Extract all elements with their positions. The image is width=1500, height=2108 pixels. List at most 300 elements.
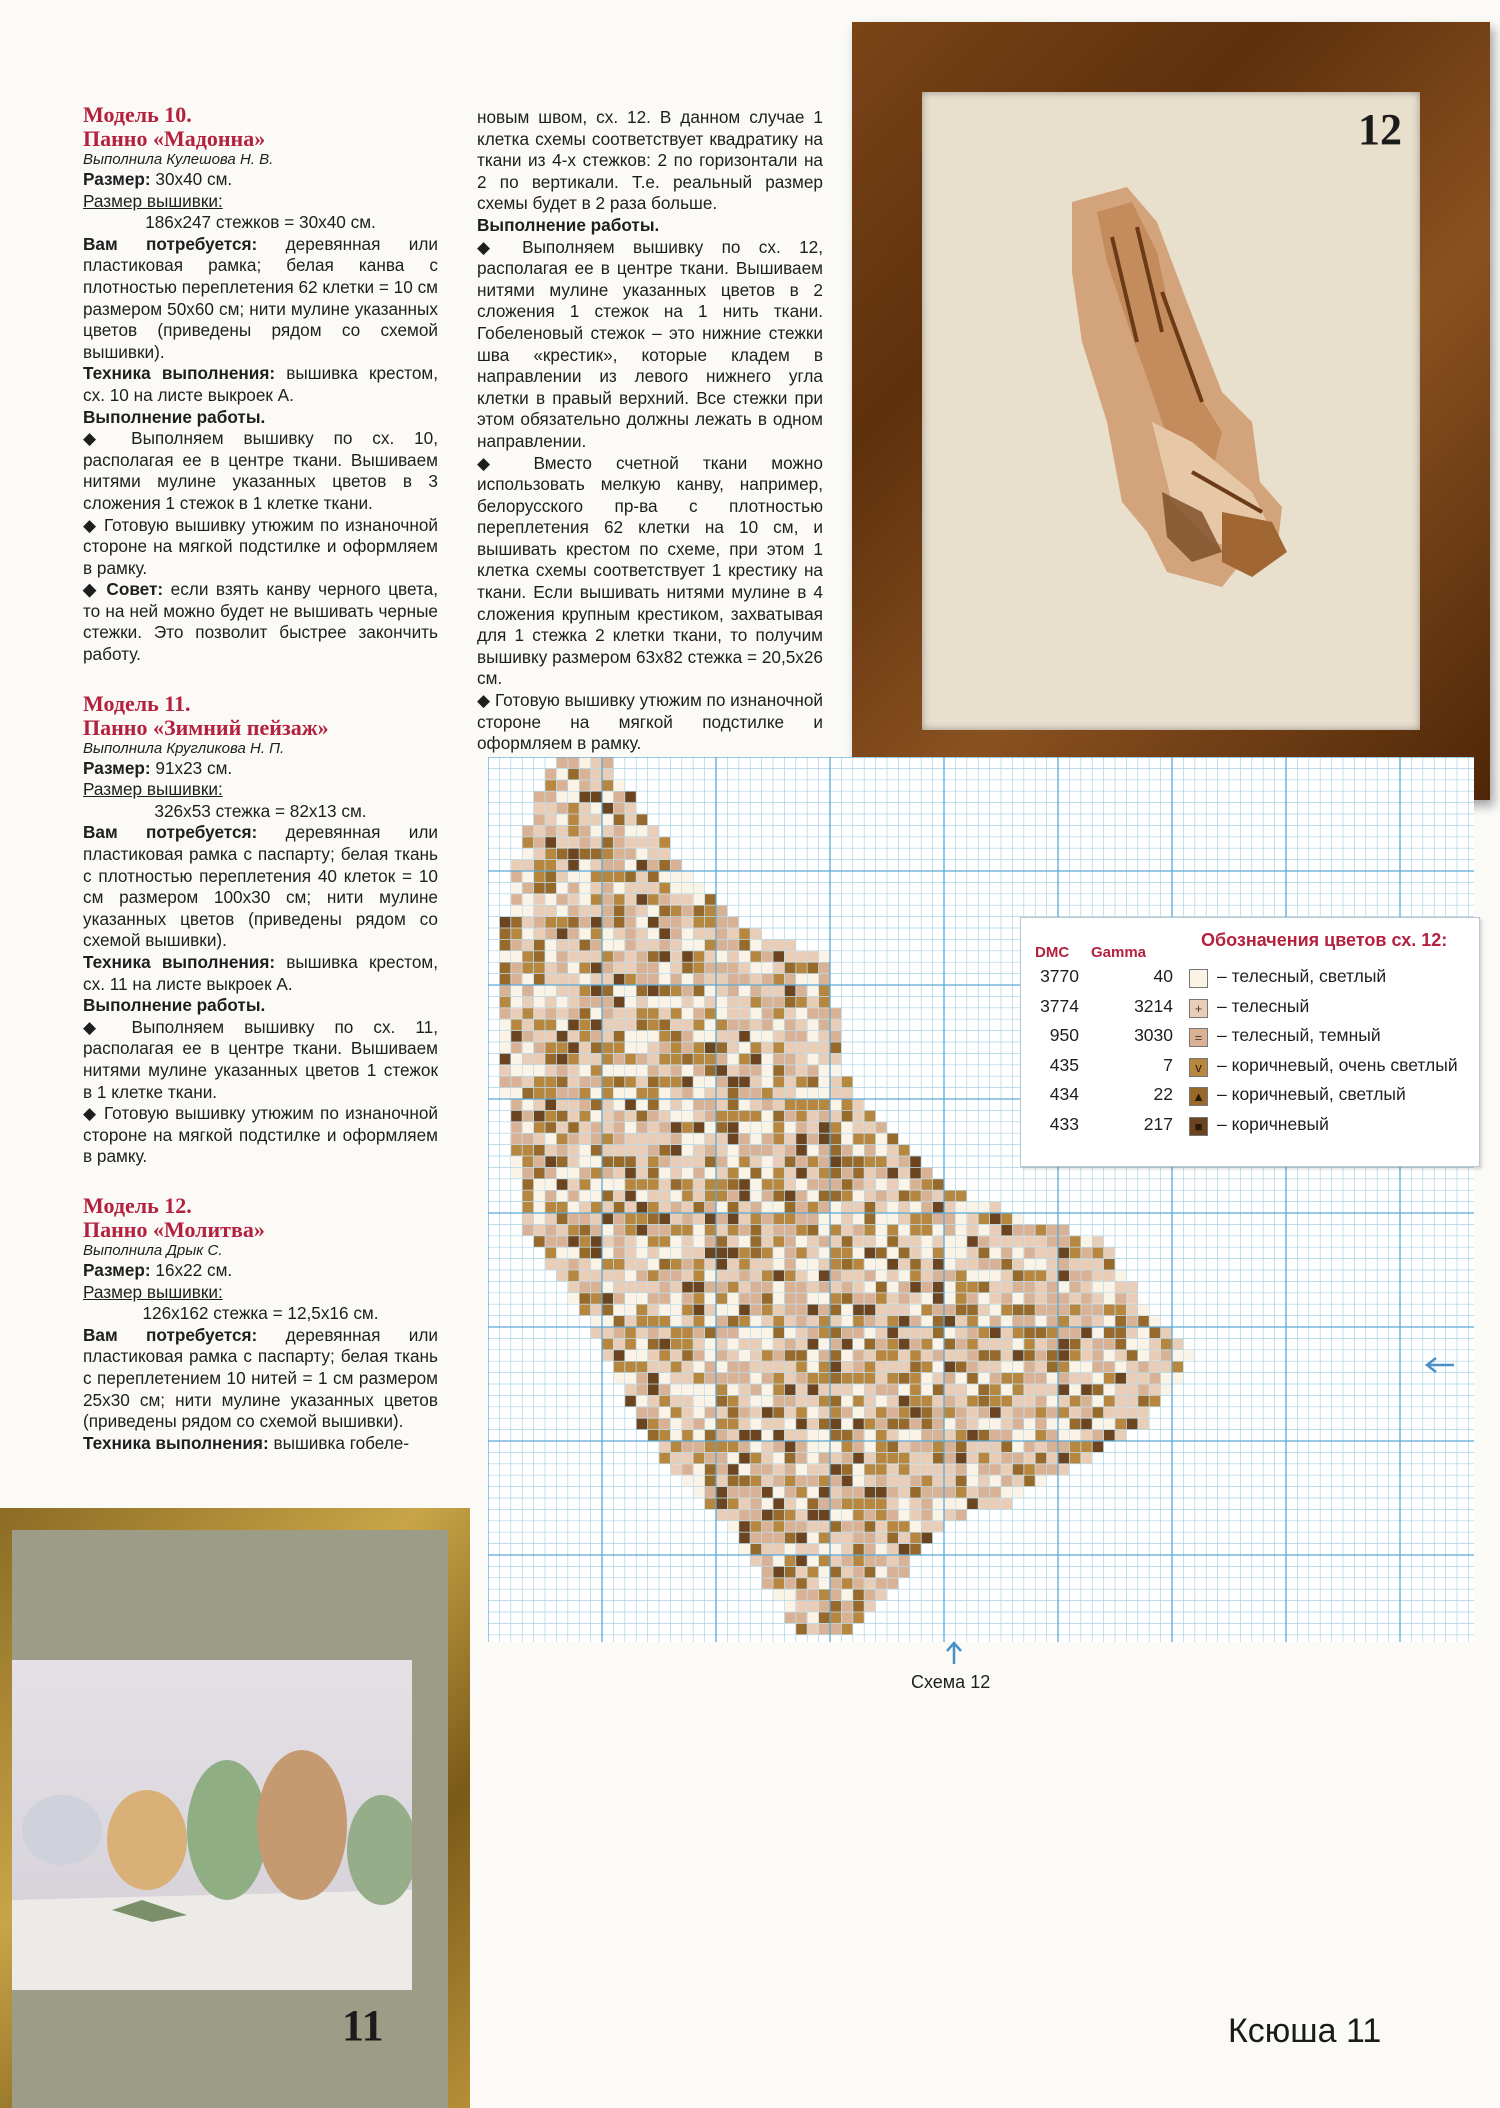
scheme-stitch-cell [728,1282,739,1293]
scheme-stitch-cell [580,780,591,791]
scheme-stitch-cell [580,1293,591,1304]
scheme-stitch-cell [933,1236,944,1247]
scheme-stitch-cell [751,1236,762,1247]
scheme-stitch-cell [534,1099,545,1110]
scheme-stitch-cell [979,1225,990,1236]
scheme-stitch-cell [773,1191,784,1202]
scheme-stitch-cell [842,1168,853,1179]
scheme-stitch-cell [614,1088,625,1099]
scheme-stitch-cell [568,1179,579,1190]
scheme-stitch-cell [602,1156,613,1167]
scheme-stitch-cell [1058,1464,1069,1475]
scheme-stitch-cell [728,1498,739,1509]
scheme-stitch-cell [1058,1407,1069,1418]
scheme-stitch-cell [1024,1270,1035,1281]
scheme-stitch-cell [739,963,750,974]
scheme-stitch-cell [523,1134,534,1145]
scheme-stitch-cell [785,974,796,985]
scheme-stitch-cell [694,1293,705,1304]
scheme-stitch-cell [910,1213,921,1224]
scheme-stitch-cell [762,1476,773,1487]
scheme-stitch-cell [591,997,602,1008]
scheme-stitch-cell [876,1270,887,1281]
scheme-stitch-cell [511,1031,522,1042]
scheme-stitch-cell [910,1305,921,1316]
scheme-stitch-cell [785,1054,796,1065]
scheme-stitch-cell [853,1373,864,1384]
scheme-stitch-cell [1024,1282,1035,1293]
scheme-stitch-cell [602,1179,613,1190]
scheme-stitch-cell [705,963,716,974]
scheme-stitch-cell [1058,1270,1069,1281]
model10-emb-label: Размер вышивки: [83,190,223,211]
scheme-stitch-cell [796,1453,807,1464]
scheme-stitch-cell [967,1476,978,1487]
scheme-stitch-cell [671,917,682,928]
scheme-stitch-cell [808,1282,819,1293]
scheme-stitch-cell [739,1259,750,1270]
scheme-stitch-cell [739,1487,750,1498]
scheme-stitch-cell [591,1270,602,1281]
scheme-stitch-cell [568,1122,579,1133]
scheme-stitch-cell [922,1384,933,1395]
scheme-stitch-cell [830,1384,841,1395]
scheme-stitch-cell [853,1510,864,1521]
photo-model11 [0,1508,470,2108]
scheme-stitch-cell [967,1305,978,1316]
scheme-stitch-cell [511,1020,522,1031]
scheme-stitch-cell [887,1339,898,1350]
scheme-stitch-cell [773,1476,784,1487]
scheme-stitch-cell [568,1065,579,1076]
scheme-stitch-cell [899,1327,910,1338]
scheme-stitch-cell [534,1111,545,1122]
scheme-stitch-cell [979,1293,990,1304]
scheme-stitch-cell [682,1259,693,1270]
scheme-stitch-cell [511,1088,522,1099]
scheme-stitch-cell [580,1248,591,1259]
scheme-stitch-cell [1013,1430,1024,1441]
scheme-stitch-cell [591,1122,602,1133]
scheme-stitch-cell [694,1168,705,1179]
scheme-stitch-cell [762,985,773,996]
scheme-stitch-cell [500,951,511,962]
scheme-stitch-cell [625,1134,636,1145]
scheme-stitch-cell [580,894,591,905]
scheme-stitch-cell [1081,1441,1092,1452]
scheme-stitch-cell [1138,1419,1149,1430]
scheme-stitch-cell [614,951,625,962]
scheme-stitch-cell [990,1430,1001,1441]
scheme-stitch-cell [808,1464,819,1475]
scheme-stitch-cell [1036,1236,1047,1247]
scheme-stitch-cell [808,1042,819,1053]
scheme-stitch-cell [876,1453,887,1464]
scheme-stitch-cell [671,1077,682,1088]
scheme-stitch-cell [785,1464,796,1475]
scheme-stitch-cell [808,1270,819,1281]
scheme-stitch-cell [762,1225,773,1236]
scheme-stitch-cell [751,1544,762,1555]
scheme-stitch-cell [716,1373,727,1384]
scheme-stitch-cell [751,1476,762,1487]
scheme-stitch-cell [956,1498,967,1509]
scheme-stitch-cell [785,1213,796,1224]
scheme-stitch-cell [944,1191,955,1202]
scheme-stitch-cell [545,963,556,974]
scheme-stitch-cell [899,1305,910,1316]
scheme-stitch-cell [796,963,807,974]
scheme-stitch-cell [1036,1396,1047,1407]
scheme-stitch-cell [614,1156,625,1167]
scheme-stitch-cell [682,1202,693,1213]
scheme-stitch-cell [842,1145,853,1156]
scheme-stitch-cell [876,1339,887,1350]
scheme-stitch-cell [819,1441,830,1452]
scheme-stitch-cell [887,1259,898,1270]
scheme-stitch-cell [591,1248,602,1259]
scheme-stitch-cell [591,1168,602,1179]
scheme-stitch-cell [523,883,534,894]
scheme-stitch-cell [785,1111,796,1122]
scheme-stitch-cell [534,1179,545,1190]
scheme-stitch-cell [682,1191,693,1202]
scheme-stitch-cell [1047,1327,1058,1338]
scheme-stitch-cell [1104,1396,1115,1407]
scheme-stitch-cell [557,906,568,917]
scheme-stitch-cell [899,1453,910,1464]
scheme-stitch-cell [705,1464,716,1475]
scheme-stitch-cell [716,1259,727,1270]
scheme-stitch-cell [830,1590,841,1601]
scheme-stitch-cell [1047,1316,1058,1327]
scheme-stitch-cell [1081,1419,1092,1430]
scheme-stitch-cell [819,1544,830,1555]
scheme-stitch-cell [739,1396,750,1407]
scheme-stitch-cell [773,1578,784,1589]
scheme-stitch-cell [591,1327,602,1338]
scheme-stitch-cell [876,1476,887,1487]
scheme-stitch-cell [716,1156,727,1167]
scheme-stitch-cell [671,883,682,894]
scheme-stitch-cell [819,1179,830,1190]
scheme-stitch-cell [671,940,682,951]
scheme-stitch-cell [853,1305,864,1316]
scheme-stitch-cell [853,1099,864,1110]
scheme-stitch-cell [990,1396,1001,1407]
scheme-stitch-cell [796,1054,807,1065]
scheme-stitch-cell [967,1362,978,1373]
scheme-stitch-cell [796,1464,807,1475]
scheme-stitch-cell [682,1327,693,1338]
scheme-stitch-cell [523,928,534,939]
scheme-stitch-cell [1013,1487,1024,1498]
legend-color-name: – телесный, темный [1217,1025,1381,1045]
scheme-stitch-cell [648,985,659,996]
scheme-stitch-cell [808,1145,819,1156]
scheme-stitch-cell [796,1510,807,1521]
scheme-stitch-cell [944,1476,955,1487]
scheme-stitch-cell [625,940,636,951]
scheme-stitch-cell [568,1202,579,1213]
scheme-stitch-cell [933,1510,944,1521]
scheme-stitch-cell [853,1498,864,1509]
scheme-stitch-cell [876,1282,887,1293]
scheme-stitch-cell [705,1008,716,1019]
scheme-stitch-cell [602,780,613,791]
scheme-stitch-cell [785,1521,796,1532]
scheme-stitch-cell [773,1510,784,1521]
scheme-stitch-cell [557,963,568,974]
scheme-stitch-cell [602,894,613,905]
scheme-stitch-cell [523,1008,534,1019]
scheme-stitch-cell [899,1396,910,1407]
scheme-stitch-cell [979,1282,990,1293]
scheme-stitch-cell [842,1270,853,1281]
scheme-stitch-cell [602,906,613,917]
scheme-stitch-cell [1036,1282,1047,1293]
scheme-stitch-cell [967,1441,978,1452]
scheme-stitch-cell [534,849,545,860]
scheme-stitch-cell [1172,1373,1183,1384]
scheme-stitch-cell [1047,1441,1058,1452]
scheme-stitch-cell [990,1453,1001,1464]
scheme-stitch-cell [842,1464,853,1475]
scheme-stitch-cell [614,1168,625,1179]
scheme-stitch-cell [933,1248,944,1259]
scheme-stitch-cell [602,792,613,803]
scheme-stitch-cell [796,1476,807,1487]
scheme-stitch-cell [887,1179,898,1190]
scheme-stitch-cell [716,1282,727,1293]
scheme-stitch-cell [659,1362,670,1373]
legend-gamma-code: 22 [1153,1084,1173,1104]
scheme-stitch-cell [887,1578,898,1589]
scheme-stitch-cell [1081,1327,1092,1338]
scheme-stitch-cell [773,963,784,974]
scheme-stitch-cell [808,1202,819,1213]
scheme-stitch-cell [614,1145,625,1156]
scheme-stitch-cell [705,1339,716,1350]
scheme-stitch-cell [716,1202,727,1213]
scheme-stitch-cell [568,1282,579,1293]
scheme-stitch-cell [751,928,762,939]
scheme-stitch-cell [796,1122,807,1133]
scheme-stitch-cell [580,1236,591,1247]
scheme-stitch-cell [1047,1373,1058,1384]
scheme-stitch-cell [534,803,545,814]
scheme-stitch-cell [625,837,636,848]
scheme-stitch-cell [602,1191,613,1202]
scheme-stitch-cell [944,1202,955,1213]
scheme-stitch-cell [842,1134,853,1145]
scheme-stitch-cell [545,906,556,917]
scheme-stitch-cell [614,814,625,825]
scheme-stitch-cell [625,1350,636,1361]
scheme-stitch-cell [625,1396,636,1407]
scheme-stitch-cell [785,1430,796,1441]
scheme-stitch-cell [648,826,659,837]
scheme-stitch-cell [694,1099,705,1110]
legend-row [1021,1055,1479,1084]
scheme-stitch-cell [933,1327,944,1338]
scheme-stitch-cell [705,1111,716,1122]
scheme-stitch-cell [808,1567,819,1578]
scheme-stitch-cell [534,1145,545,1156]
scheme-stitch-cell [1024,1293,1035,1304]
scheme-stitch-cell [751,1339,762,1350]
scheme-stitch-cell [887,1464,898,1475]
scheme-stitch-cell [682,1236,693,1247]
scheme-stitch-cell [739,1236,750,1247]
scheme-stitch-cell [591,1031,602,1042]
scheme-stitch-cell [614,1225,625,1236]
scheme-stitch-cell [728,985,739,996]
scheme-stitch-cell [716,1248,727,1259]
scheme-stitch-cell [694,940,705,951]
scheme-stitch-cell [557,1259,568,1270]
scheme-stitch-cell [1047,1350,1058,1361]
scheme-stitch-cell [728,1430,739,1441]
model10-heading: Модель 10. [83,102,192,127]
scheme-stitch-cell [830,1293,841,1304]
scheme-stitch-cell [785,1088,796,1099]
scheme-stitch-cell [1036,1270,1047,1281]
scheme-stitch-cell [625,1042,636,1053]
scheme-stitch-cell [1024,1305,1035,1316]
scheme-stitch-cell [853,1145,864,1156]
scheme-stitch-cell [796,1020,807,1031]
arrow-bottom-marker [944,1640,964,1666]
scheme-stitch-cell [967,1350,978,1361]
scheme-stitch-cell [751,1088,762,1099]
scheme-stitch-cell [716,1111,727,1122]
scheme-stitch-cell [762,1362,773,1373]
scheme-stitch-cell [739,1362,750,1373]
scheme-stitch-cell [751,963,762,974]
scheme-stitch-cell [853,1122,864,1133]
scheme-stitch-cell [751,1054,762,1065]
model12-title: Панно «Молитва» [83,1216,265,1242]
scheme-stitch-cell [865,1168,876,1179]
scheme-stitch-cell [773,1350,784,1361]
scheme-stitch-cell [671,1396,682,1407]
scheme-stitch-cell [728,1168,739,1179]
scheme-stitch-cell [1036,1430,1047,1441]
scheme-stitch-cell [944,1248,955,1259]
scheme-stitch-cell [899,1316,910,1327]
scheme-stitch-cell [545,1248,556,1259]
scheme-stitch-cell [751,985,762,996]
scheme-stitch-cell [648,1327,659,1338]
scheme-stitch-cell [1058,1259,1069,1270]
scheme-stitch-cell [808,1008,819,1019]
scheme-stitch-cell [819,1122,830,1133]
scheme-stitch-cell [682,906,693,917]
scheme-stitch-cell [944,1259,955,1270]
scheme-stitch-cell [887,1521,898,1532]
scheme-stitch-cell [705,1316,716,1327]
scheme-stitch-cell [1047,1305,1058,1316]
scheme-stitch-cell [785,963,796,974]
scheme-stitch-cell [591,1293,602,1304]
scheme-stitch-cell [887,1282,898,1293]
scheme-stitch-cell [534,1191,545,1202]
scheme-stitch-cell [580,1282,591,1293]
scheme-stitch-cell [500,985,511,996]
scheme-stitch-cell [671,1202,682,1213]
scheme-stitch-cell [842,1624,853,1635]
scheme-stitch-cell [796,1441,807,1452]
scheme-stitch-cell [1150,1362,1161,1373]
scheme-stitch-cell [773,1293,784,1304]
scheme-stitch-cell [762,1099,773,1110]
scheme-stitch-cell [568,1293,579,1304]
scheme-stitch-cell [1024,1441,1035,1452]
scheme-stitch-cell [751,1099,762,1110]
scheme-stitch-cell [979,1453,990,1464]
scheme-stitch-cell [682,1020,693,1031]
scheme-stitch-cell [796,1362,807,1373]
scheme-stitch-cell [785,1350,796,1361]
scheme-stitch-cell [865,1419,876,1430]
model10-emb-value: 186х247 стежков = 30х40 см. [145,212,376,233]
scheme-stitch-cell [785,1407,796,1418]
scheme-stitch-cell [602,1145,613,1156]
scheme-stitch-cell [819,1111,830,1122]
scheme-stitch-cell [944,1464,955,1475]
scheme-stitch-cell [796,1487,807,1498]
scheme-stitch-cell [1150,1384,1161,1395]
scheme-stitch-cell [887,1191,898,1202]
scheme-stitch-cell [648,1236,659,1247]
scheme-stitch-cell [614,1305,625,1316]
scheme-stitch-cell [944,1282,955,1293]
scheme-stitch-cell [819,1202,830,1213]
scheme-stitch-cell [876,1316,887,1327]
scheme-stitch-cell [568,1191,579,1202]
scheme-stitch-cell [1047,1225,1058,1236]
scheme-stitch-cell [739,1111,750,1122]
scheme-stitch-cell [876,1384,887,1395]
scheme-stitch-cell [762,1031,773,1042]
scheme-stitch-cell [557,1031,568,1042]
scheme-stitch-cell [865,1555,876,1566]
scheme-stitch-cell [659,1453,670,1464]
scheme-stitch-cell [602,860,613,871]
scheme-stitch-cell [762,974,773,985]
scheme-stitch-cell [1001,1259,1012,1270]
model11-title: Панно «Зимний пейзаж» [83,714,329,740]
scheme-stitch-cell [557,826,568,837]
scheme-stitch-cell [659,1327,670,1338]
scheme-stitch-cell [580,1168,591,1179]
scheme-stitch-cell [1070,1259,1081,1270]
scheme-stitch-cell [694,1270,705,1281]
scheme-stitch-cell [751,974,762,985]
scheme-stitch-cell [819,1339,830,1350]
scheme-stitch-cell [865,1111,876,1122]
scheme-stitch-cell [716,1476,727,1487]
scheme-stitch-cell [876,1122,887,1133]
scheme-stitch-cell [671,1088,682,1099]
scheme-stitch-cell [899,1521,910,1532]
scheme-stitch-cell [557,974,568,985]
model11-heading: Модель 11. [83,690,191,716]
scheme-stitch-cell [648,1225,659,1236]
scheme-stitch-cell [694,1065,705,1076]
scheme-stitch-cell [865,1191,876,1202]
